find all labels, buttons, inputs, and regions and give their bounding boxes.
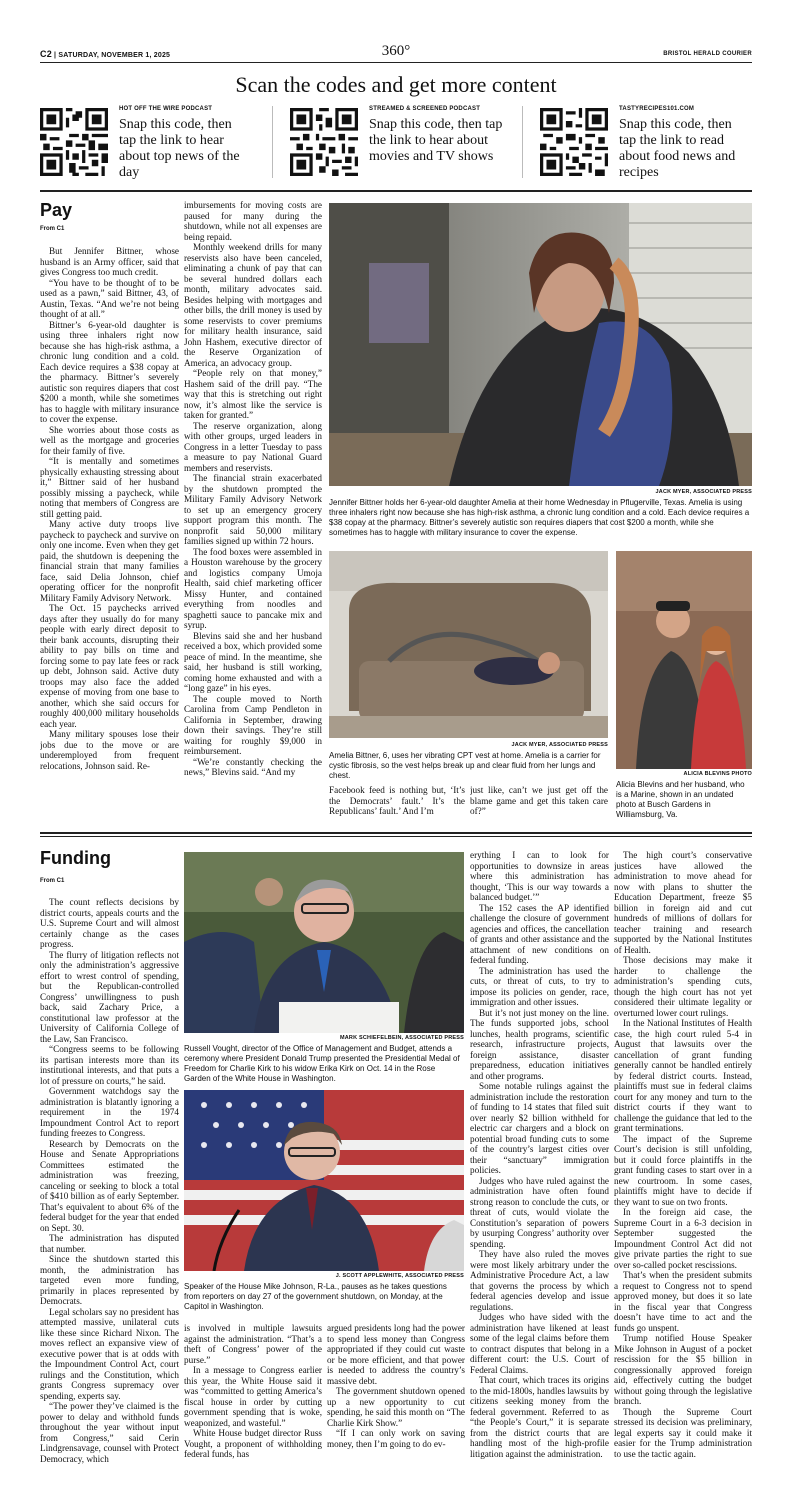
promo-divider xyxy=(522,106,523,178)
pay-tail-1 xyxy=(329,785,465,817)
paragraph: Legal scholars say no president has attempted massive, unilateral cuts like these since Richard Nixon. The moves reflect an expansive view of executive power that is at odds with the Impoundment Control Act, court rulings and the Constitution, which grants Congress supremacy over spending, experts say. xyxy=(40,1306,179,1401)
photo-credit: MARK SCHIEFELBEIN, ASSOCIATED PRESS xyxy=(339,1035,464,1041)
paragraph: The count reflects decisions by district courts, appeals courts and the U.S. Supreme Court and will almost certainly change as the cases progress. xyxy=(40,897,179,949)
promo-label: TASTYRECIPES101.COM xyxy=(619,106,695,112)
promo-label: STREAMED & SCREENED PODCAST xyxy=(369,106,481,112)
photo-couple xyxy=(616,551,752,769)
funding-jump-from: From C1 xyxy=(40,878,65,884)
story-rule xyxy=(40,836,752,837)
header-rule xyxy=(40,62,752,63)
paragraph: Though the Supreme Court stressed its decision was preliminary, legal experts say it could make it easier for the Trump administration to use the tactic again. xyxy=(614,1406,752,1459)
paragraph: The reserve organization, along with other groups, urged leaders in Congress in a letter Tuesday to pass a measure to pay National Guard members and reservists. xyxy=(184,420,322,473)
photo-caption: Amelia Bittner, 6, uses her vibrating CPT vest at home. Amelia is a carrier for cystic fibrosis, so the vest helps break up and clear fluid from her lungs and chest. xyxy=(329,751,601,780)
funding-kicker: Funding xyxy=(40,848,111,868)
paragraph: Facebook feed is nothing but, ‘It’s the Democrats’ fault.’ It’s the Republicans’ fault.’ And I’m xyxy=(329,785,465,816)
paragraph: That’s when the president submits a request to Congress not to spend approved money, but does it so late in the fiscal year that Congress doesn’t have time to act and the funds go unspent. xyxy=(614,1270,752,1333)
photo-caption: Jennifer Bittner holds her 6-year-old daughter Amelia at their home Wednesday in Pflugerville, Texas. Amelia is using three inhalers right now because she has high-risk asthma, a chronic lung condition and a cold. Each device requires a $38 copay at the pharmacy. Bittner’s severely autistic son requires diapers that cost $200 a month, while she sometimes has to haggle with military insurance to cover the expense. xyxy=(329,498,750,537)
paragraph: Judges who have sided with the administration have likened at least some of the legal claims before them to contract disputes that belong in a different court: the U.S. Court of Federal Claims. xyxy=(470,1312,609,1375)
paragraph: Bittner’s 6-year-old daughter is using three inhalers right now because she has high-risk asthma, a chronic lung condition and a cold. Each device requires a $38 copay at the pharmacy. Bittner’s severely autistic son requires diapers that cost $200 a month, while she sometimes has to haggle with military insurance to cover the expense. xyxy=(40,319,179,424)
paragraph: The government shutdown opened up a new opportunity to cut spending, he said this month on “The Charlie Kirk Show.” xyxy=(327,1386,465,1428)
funding-column-5 xyxy=(614,850,752,1498)
paragraph: “People rely on that money,” Hashem said of the drill pay. “The way that this is stretching out right now, it’s almost like the service is taken for granted.” xyxy=(184,368,322,420)
paragraph: Since the shutdown started this month, the administration has targeted even more funding, primarily in places represented by Democrats. xyxy=(40,1254,179,1306)
paragraph: Judges who have ruled against the administration have often found strong reason to conclude the cuts, or threat of cuts, would violate the Constitution’s separation of powers by usurping Congress’ authority over spending. xyxy=(470,1175,609,1249)
paragraph: Many active duty troops live paycheck to paycheck and survive on only one income. Even when they get paid, the shutdown is deepening the financial strain that many families face, said Delia Johnson, chief operating officer for the nonprofit Military Family Advisory Network. xyxy=(40,519,179,603)
paragraph: Monthly weekend drills for many reservists also have been canceled, eliminating a chunk of pay that can be several hundred dollars each month, military advocates said. Besides helping with mortgages and other bills, the drill money is used by some reservists to cover premiums for military health insurance, said John Hashem, executive director of the Reserve Organization of America, an advocacy group. xyxy=(184,242,322,368)
qr-code-icon[interactable] xyxy=(540,108,608,176)
promo-title: Scan the codes and get more content xyxy=(235,72,557,97)
pay-tail-2 xyxy=(470,785,608,817)
photo-caption: Speaker of the House Mike Johnson, R-La., pauses as he takes questions from reporters on day 27 of the government shutdown, on Monday, at the Capitol in Washington. xyxy=(184,1282,447,1311)
photo-credit: ALICIA BLEVINS PHOTO xyxy=(683,771,752,777)
paragraph: The financial strain exacerbated by the shutdown prompted the Military Family Advisory Network to set up an emergency grocery support program this month. The nonprofit said 50,000 military families signed up within 72 hours. xyxy=(184,473,322,546)
paragraph: That court, which traces its origins to the mid-1800s, handles lawsuits by citizens seeking money from the federal government. Referred to as “the People’s Court,” it is separate from the district courts that are handling most of the high-profile litigation against the administration. xyxy=(470,1375,609,1459)
paragraph: Blevins said she and her husband received a box, which provided some peace of mind. In the meantime, she said, her husband is still working, coming home exhausted and with a “long gaze” in his eyes. xyxy=(184,630,322,693)
paragraph: erything I can to look for opportunities to downsize in areas where this administration has thought, ‘This is our way towards a balanced budget.’” xyxy=(470,850,609,902)
paragraph: The high court’s conservative justices have allowed the administration to move ahead for now with plans to shutter the Education Department, freeze $5 billion in foreign aid and cut hundreds of millions of dollars for teacher training and research supported by the National Institutes of Health. xyxy=(614,850,752,955)
paragraph: “If I can only work on saving money, then I’m going to do ev- xyxy=(327,1428,465,1449)
paper-name: BRISTOL HERALD COURIER xyxy=(663,51,752,57)
paragraph: The administration has disputed that number. xyxy=(40,1233,179,1254)
funding-column-3 xyxy=(327,1323,465,1498)
paragraph: The couple moved to North Carolina from Camp Pendleton in California in September, drawing down their savings. They’re still waiting for roughly $9,000 in reimbursement. xyxy=(184,693,322,756)
paragraph: “Congress seems to be following its partisan interests more than its institutional interests, and that puts a lot of pressure on courts,” he said. xyxy=(40,1044,179,1086)
paragraph: Government watchdogs say the administration is blatantly ignoring a requirement in the 1974 Impoundment Control Act to report funding freezes to Congress. xyxy=(40,1086,179,1138)
section-name: 360° xyxy=(381,43,411,59)
photo-johnson xyxy=(184,1090,464,1271)
paragraph: The food boxes were assembled in a Houston warehouse by the grocery and logistics company Umoja Health, said chief marketing officer Missy Hunter, and contained everything from noodles and spaghetti sauce to pancake mix and syrup. xyxy=(184,546,322,630)
paragraph: is involved in multiple lawsuits against the administration. “That’s a theft of Congress’ power of the purse.” xyxy=(184,1323,322,1365)
pay-column-1 xyxy=(40,246,179,816)
paragraph: imbursements for moving costs are paused for many during the shutdown, while not all expenses are being repaid. xyxy=(184,200,322,242)
paragraph: In the National Institutes of Health case, the high court ruled 5-4 in August that lawsuits over the cancellation of grant funding generally cannot be handled entirely by federal district courts. Instead, plaintiffs must sue in federal claims court for any money and turn to the district courts if they want to challenge the guidance that led to the grant terminations. xyxy=(614,1018,752,1133)
paragraph: “The power they’ve claimed is the power to delay and withhold funds throughout the year without input from Congress,” said Cerin Lindgrensavage, counsel with Protect Democracy, which xyxy=(40,1401,179,1464)
paragraph: The flurry of litigation reflects not only the administration’s aggressive effort to wrest control of spending, but the Republican-controlled Congress’ unwillingness to push back, said Zachary Price, a constitutional law professor at the University of California College of the Law, San Francisco. xyxy=(40,949,179,1044)
photo-vought xyxy=(184,852,464,1033)
paragraph: Those decisions may make it harder to challenge the administration’s spending cuts, though the high court has not yet considered their ultimate legality or overturned lower court rulings. xyxy=(614,955,752,1018)
paragraph: The administration has used the cuts, or threat of cuts, to try to impose its policies on gender, race, immigration and other issues. xyxy=(470,965,609,1007)
promo-text: Snap this code, then tap the link to hear about top news of the day xyxy=(119,117,240,180)
paragraph: Research by Democrats on the House and Senate Appropriations Committees estimated the administration was freezing, canceling or seeking to block a total of $410 billion as of early September. That’s equivalent to about 6% of the federal budget for the year that ended on Sept. 30. xyxy=(40,1138,179,1233)
paragraph: White House budget director Russ Vought, a proponent of withholding federal funds, has xyxy=(184,1428,322,1459)
paragraph: Some notable rulings against the administration include the restoration of funding to 14 states that filed suit over nearly $2 billion withheld for electric car chargers and a block on potential broad funding cuts to some of the country’s largest cities over their “sanctuary” immigration policies. xyxy=(470,1081,609,1175)
photo-caption: Alicia Blevins and her husband, who is a Marine, shown in an undated photo at Busch Gardens in Williamsburg, Va. xyxy=(616,780,745,819)
paragraph: The 152 cases the AP identified challenge the closure of government agencies and offices, the cancellation of grants and other assistance and the attachment of new conditions on federal funding. xyxy=(470,902,609,965)
promo-text: Snap this code, then tap the link to hear about movies and TV shows xyxy=(369,117,503,164)
photo-mother-daughter xyxy=(329,203,752,486)
promo-rule xyxy=(40,190,752,192)
paragraph: The impact of the Supreme Court’s decision is still unfolding, but it could force plaintiffs in the grant funding cases to start over in a new courtroom. In some cases, plaintiffs might have to decide if they want to sue on two fronts. xyxy=(614,1133,752,1207)
paragraph: “It is mentally and sometimes physically exhausting stressing about it,” Bittner said of her husband possibly missing a paycheck, while noting that members of Congress are still getting paid. xyxy=(40,456,179,519)
paragraph: In the foreign aid case, the Supreme Court in a 6-3 decision in September suggested the Impoundment Control Act did not give private parties the right to sue over so-called pocket rescissions. xyxy=(614,1207,752,1270)
qr-code-icon[interactable] xyxy=(40,108,108,176)
promo-divider xyxy=(272,106,273,178)
paragraph: The Oct. 15 paychecks arrived days after they usually do for many people with early direct deposit to their bank accounts, disrupting their ability to pay bills on time and forcing some to pay late fees or rack up debt, Johnson said. Active duty troops may also face the added expense of moving from one base to another, which she said occurs for roughly 400,000 military households each year. xyxy=(40,603,179,729)
page-date: SATURDAY, NOVEMBER 1, 2025 xyxy=(58,52,171,59)
photo-credit: J. SCOTT APPLEWHITE, ASSOCIATED PRESS xyxy=(335,1273,464,1279)
promo-label: HOT OFF THE WIRE PODCAST xyxy=(119,106,213,112)
paragraph: Many military spouses lose their jobs due to the move or are underemployed from frequent relocations, Johnson said. Re- xyxy=(40,729,179,771)
pay-jump-from: From C1 xyxy=(40,226,65,232)
pay-column-2 xyxy=(184,200,322,816)
paragraph: argued presidents long had the power to spend less money than Congress appropriated if they could cut waste or be more efficient, and that power is needed to address the country’s massive debt. xyxy=(327,1323,465,1386)
promo-text: Snap this code, then tap the link to read about food news and recipes xyxy=(619,117,736,180)
photo-caption: Russell Vought, director of the Office of Management and Budget, attends a ceremony where President Donald Trump presented the Presidential Medal of Freedom for Charlie Kirk to his widow Erika Kirk on Oct. 14 in the Rose Garden of the White House in Washington. xyxy=(184,1044,460,1083)
paragraph: In a message to Congress earlier this year, the White House said it was “committed to getting America’s fiscal house in order by cutting government spending that is woke, weaponized, and wasteful.” xyxy=(184,1365,322,1428)
funding-column-1 xyxy=(40,897,179,1497)
paragraph: “We’re constantly checking the news,” Blevins said. “And my xyxy=(184,756,322,777)
paragraph: just like, can’t we just get off the blame game and get this taken care of?” xyxy=(470,785,608,816)
paragraph: They have also ruled the moves were most likely arbitrary under the Administrative Procedure Act, a law that governs the process by which federal agencies develop and issue regulations. xyxy=(470,1249,609,1312)
pay-kicker: Pay xyxy=(40,200,73,220)
photo-credit: JACK MYER, ASSOCIATED PRESS xyxy=(655,489,752,495)
page-folio: C2 | SATURDAY, NOVEMBER 1, 2025 xyxy=(40,49,171,59)
page-number: C2 xyxy=(40,49,52,59)
paragraph: But Jennifer Bittner, whose husband is an Army officer, said that gives Congress too much credit. xyxy=(40,246,179,277)
qr-code-icon[interactable] xyxy=(290,108,358,176)
paragraph: But it’s not just money on the line. The funds supported jobs, school lunches, health programs, scientific research, infrastructure projects, foreign assistance, disaster preparedness, education initiatives and other programs. xyxy=(470,1007,609,1081)
paragraph: Trump notified House Speaker Mike Johnson in August of a pocket rescission for the $5 billion in congressionally approved foreign aid, effectively cutting the budget without going through the legislative branch. xyxy=(614,1333,752,1406)
funding-column-2 xyxy=(184,1323,322,1498)
photo-credit: JACK MYER, ASSOCIATED PRESS xyxy=(511,742,608,748)
paragraph: She worries about those costs as well as the mortgage and groceries for their family of five. xyxy=(40,424,179,456)
photo-girl-vest xyxy=(329,551,608,738)
funding-column-4 xyxy=(470,850,609,1498)
paragraph: “You have to be thought of to be used as a pawn,” said Bittner, 43, of Austin, Texas. “And we’re not being thought of at all.” xyxy=(40,277,179,319)
story-rule xyxy=(40,832,752,834)
